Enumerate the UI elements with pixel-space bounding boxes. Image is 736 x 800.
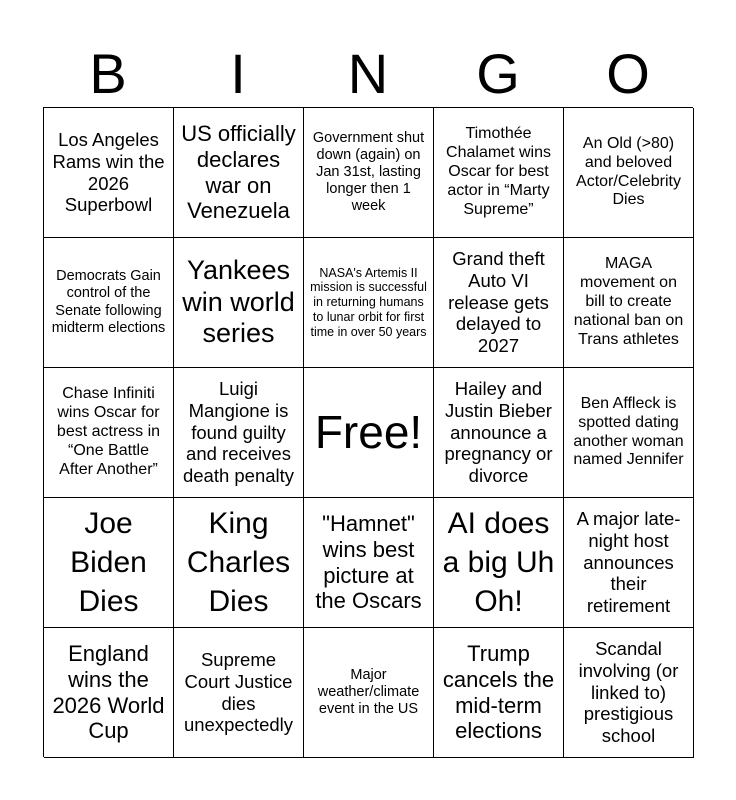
bingo-header	[43, 40, 693, 108]
bingo-cell-r3-c2[interactable]: Luigi Mangione is found guilty and receives death penalty	[174, 368, 304, 498]
bingo-cell-r5-c2[interactable]: Supreme Court Justice dies unexpectedly	[174, 628, 304, 758]
bingo-grid	[43, 107, 693, 757]
bingo-cell-r5-c5[interactable]: Scandal involving (or linked to) prestigious school	[564, 628, 694, 758]
bingo-cell-r1-c3[interactable]: Government shut down (again) on Jan 31st, lasting longer then 1 week	[304, 108, 434, 238]
bingo-cell-r4-c5[interactable]: A major late-night host announces their retirement	[564, 498, 694, 628]
bingo-cell-r5-c1[interactable]: England wins the 2026 World Cup	[44, 628, 174, 758]
bingo-cell-free[interactable]: Free!	[304, 368, 434, 498]
bingo-cell-r1-c1[interactable]: Los Angeles Rams win the 2026 Superbowl	[44, 108, 174, 238]
bingo-cell-r1-c2[interactable]: US officially declares war on Venezuela	[174, 108, 304, 238]
bingo-cell-r4-c1[interactable]: Joe Biden Dies	[44, 498, 174, 628]
bingo-cell-r2-c5[interactable]: MAGA movement on bill to create national ban on Trans athletes	[564, 238, 694, 368]
header-letter-i: I	[230, 42, 246, 105]
bingo-cell-r4-c3[interactable]: "Hamnet" wins best picture at the Oscars	[304, 498, 434, 628]
bingo-cell-r5-c3[interactable]: Major weather/climate event in the US	[304, 628, 434, 758]
header-letter-b: B	[89, 42, 127, 105]
bingo-cell-r1-c4[interactable]: Timothée Chalamet wins Oscar for best actor in “Marty Supreme”	[434, 108, 564, 238]
bingo-cell-r4-c2[interactable]: King Charles Dies	[174, 498, 304, 628]
bingo-cell-r5-c4[interactable]: Trump cancels the mid-term elections	[434, 628, 564, 758]
bingo-cell-r4-c4[interactable]: AI does a big Uh Oh!	[434, 498, 564, 628]
bingo-cell-r2-c2[interactable]: Yankees win world series	[174, 238, 304, 368]
bingo-cell-r3-c4[interactable]: Hailey and Justin Bieber announce a pregnancy or divorce	[434, 368, 564, 498]
bingo-cell-r1-c5[interactable]: An Old (>80) and beloved Actor/Celebrity Dies	[564, 108, 694, 238]
header-letter-o: O	[606, 42, 650, 105]
bingo-cell-r2-c1[interactable]: Democrats Gain control of the Senate following midterm elections	[44, 238, 174, 368]
header-letter-n: N	[347, 42, 389, 105]
bingo-cell-r3-c1[interactable]: Chase Infiniti wins Oscar for best actress in “One Battle After Another”	[44, 368, 174, 498]
bingo-cell-r3-c5[interactable]: Ben Affleck is spotted dating another woman named Jennifer	[564, 368, 694, 498]
header-letter-g: G	[476, 42, 520, 105]
bingo-cell-r2-c3[interactable]: NASA's Artemis II mission is successful in returning humans to lunar orbit for first time in over 50 years	[304, 238, 434, 368]
bingo-cell-r2-c4[interactable]: Grand theft Auto VI release gets delayed to 2027	[434, 238, 564, 368]
